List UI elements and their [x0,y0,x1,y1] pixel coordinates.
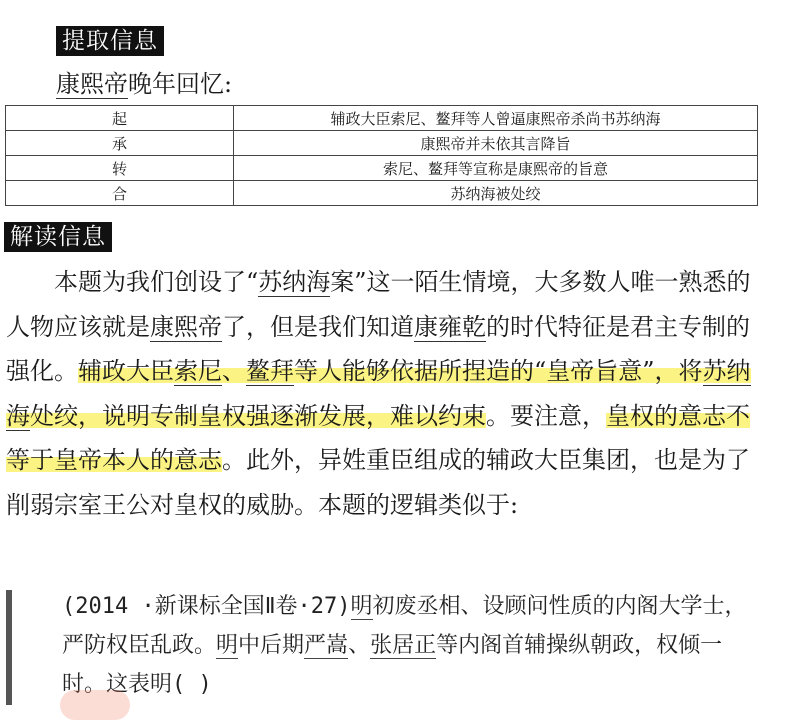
stage-cell: 转 [6,156,234,181]
interpretation-paragraph [6,260,754,527]
section-label-interpret: 解读信息 [4,222,112,252]
underlined-term: 明 [350,594,373,619]
table-row [6,181,758,206]
text-span: 。要注意， [486,401,606,430]
text-span: 等人能够依据所捏造的“皇帝旨意”，将 [294,357,703,385]
text-span: 初废丞相、设顾问性质的内阁大学士，严防权臣乱政。 [62,594,747,658]
section-label-extract: 提取信息 [56,26,164,56]
text-span: 的时代特征是君主专制的强化。 [6,312,750,385]
table-row [6,131,758,156]
underlined-term: 张居正 [370,633,437,658]
content-cell: 辅政大臣索尼、鳌拜等人曾逼康熙帝杀尚书苏纳海 [234,106,758,131]
text-span: 辅政大臣 [78,357,174,385]
subtitle [56,68,232,100]
subtitle-name: 康熙帝 [56,70,128,98]
content-cell: 苏纳海被处绞 [234,181,758,206]
content-cell: 索尼、鳌拜等宣称是康熙帝的旨意 [234,156,758,181]
watermark-shape [60,690,130,720]
quoted-question [62,587,752,704]
stage-cell: 合 [6,181,234,206]
underlined-term: 康雍乾 [414,312,486,341]
text-span: 案”这一陌生情境，大多数人唯一熟悉的人物应该就是 [6,268,751,341]
text-span: 等内阁首辅操纵朝政，权倾一时。这表明( ) [62,633,723,697]
text-span: 、 [348,633,371,658]
text-span: 。此外，异姓重臣组成的辅政大臣集团，也是为了削弱宗室王公对皇权的威胁。本题的逻辑类似于: [6,446,750,519]
underlined-term: 明 [216,633,239,658]
table-row [6,106,758,131]
content-cell: 康熙帝并未依其言降旨 [234,131,758,156]
quote-bar [6,590,12,705]
paragraph-text [6,260,754,527]
underlined-term: 苏纳海 [258,268,331,296]
stage-cell: 承 [6,131,234,156]
question-source: (2014 ·新课标全国Ⅱ卷·27) [62,594,351,619]
subtitle-rest: 晚年回忆: [128,70,233,98]
underlined-term: 索尼 [174,357,222,385]
text-span: 本题为我们创设了“ [54,268,259,296]
text-span: 了，但是我们知道 [222,312,414,341]
info-table [5,105,758,206]
underlined-term: 严嵩 [304,633,349,658]
text-span: 处绞，说明专制皇权强逐渐发展，难以约束 [30,401,486,430]
text-span: 、 [222,357,246,385]
highlighted-phrase: 皇权的意志不等于皇帝本人的意志 [6,401,750,474]
table-row [6,156,758,181]
text-span: 中后期 [238,633,305,658]
underlined-term: 鳌拜 [246,357,294,385]
underlined-term: 康熙帝 [150,312,222,341]
underlined-term: 苏纳海 [6,357,751,430]
stage-cell: 起 [6,106,234,131]
